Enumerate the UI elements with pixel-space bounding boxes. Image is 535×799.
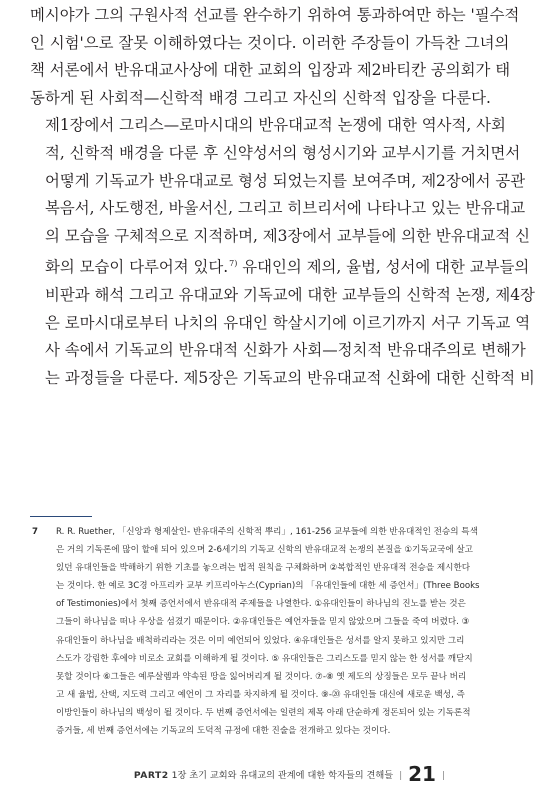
footnote-reference[interactable]: 7)	[229, 259, 238, 269]
text-line: 의 모습을 구체적으로 지적하며, 제3장에서 교부들에 의한 반유대교적 신	[45, 226, 530, 245]
main-body-text	[30, 2, 535, 392]
paragraph-1	[30, 2, 520, 112]
text-segment: 유대인의 제의, 율법, 성서에 대한 교부들의	[237, 258, 530, 277]
paragraph-2	[30, 112, 535, 392]
footnote-line: of Testimonies)에서 첫째 증언서에서 반유대적 주제들을 나열한다. ①유대인들이 하나님의 진노를 받는 것은	[56, 599, 466, 610]
footnote-line: 그들이 하나님을 떠나 우상을 섬겼기 때문이다. ②유대인들은 예언자들을 믿지 않았으며 그들을 죽여 버렸다. ③	[56, 617, 470, 628]
text-line: 사 속에서 기독교의 반유대적 신화가 사회—정치적 반유대주의로 변해가	[45, 341, 526, 360]
text-line: 제1장에서 그리스—로마시대의 반유대교적 논쟁에 대한 역사적, 사회	[45, 116, 506, 135]
footnote-line: 있던 유대인들을 박해하기 위한 기초를 놓으려는 법적 원칙을 구체화하며 ②복합적인 반유대적 전승을 제시한다	[56, 563, 471, 574]
footnote-line: 스도가 강림한 후에야 비로소 교회를 이해하게 될 것이다. ⑤ 유대인들은 그리스도를 믿지 않는 한 성서를 깨닫지	[56, 653, 473, 664]
footnote-line: 는 것이다. 한 예로 3C경 아프리카 교부 키프리아누스(Cyprian)의 「유대인들에 대한 세 증언서」(Three Books	[56, 581, 480, 592]
footnote-line: 유대인들이 하나님을 배척하리라는 것은 이미 예언되어 있었다. ④유대인들은 성서를 알지 못하고 있지만 그리	[56, 635, 465, 646]
footnote-line: 못할 것이다 ⑥그들은 예루살렘과 약속된 땅을 잃어버리게 될 것이다. ⑦-⑧ 옛 제도의 상징들은 모두 끝나 버리	[56, 671, 467, 682]
footer-end-mark: |	[441, 770, 445, 781]
text-line: 적, 신학적 배경을 다룬 후 신약성서의 형성시기와 교부시기를 거치면서	[45, 143, 521, 162]
text-line: 책 서론에서 반유대교사상에 대한 교회의 입장과 제2바티칸 공의회가 태	[30, 61, 511, 80]
text-line: 어떻게 기독교가 반유대교로 형성 되었는지를 보여주며, 제2장에서 공관	[45, 171, 526, 190]
text-line: 동하게 된 사회적—신학적 배경 그리고 자신의 신학적 입장을 다룬다.	[30, 88, 491, 107]
text-line	[30, 250, 530, 282]
footnote-line: 증거들, 세 번째 증언서에는 기독교의 도덕적 규정에 대한 진술을 전개하고 있다는 것이다.	[56, 726, 391, 737]
page-number: 21	[408, 762, 436, 786]
footer-separator: |	[399, 770, 403, 781]
footnote-divider	[30, 516, 92, 517]
footer-chapter-title: 1장 초기 교회와 유대교의 관계에 대한 학자들의 견해들	[171, 770, 394, 781]
text-line: 는 과정들을 다룬다. 제5장은 기독교의 반유대교적 신화에 대한 신학적 비	[45, 368, 535, 387]
text-line: 인 시험'으로 잘못 이해하였다는 것이다. 이러한 주장들이 가득찬 그녀의	[30, 33, 510, 52]
text-segment: 화의 모습이 다루어져 있다.	[45, 258, 229, 277]
footnote	[30, 523, 480, 740]
footnote-line: R. R. Ruether, 「신앙과 형제살인- 반유대주의 신학적 뿌리」, 161-256 교부들에 의한 반유대적인 전승의 특색	[56, 527, 478, 537]
footnote-body	[56, 523, 480, 740]
footer-part-label: PART2	[133, 770, 169, 781]
text-line: 복음서, 사도행전, 바울서신, 그리고 히브리서에 나타나고 있는 반유대교	[45, 199, 526, 218]
footnote-number: 7	[32, 527, 38, 537]
footnote-line: 은 거의 기독론에 많이 할애 되어 있으며 2-6세기의 기독교 신학의 반유대교적 논쟁의 본질을 ①기독교국에 살고	[56, 545, 473, 556]
text-line: 비판과 해석 그리고 유대교와 기독교에 대한 교부들의 신학적 논쟁, 제4장	[45, 285, 535, 304]
text-line: 은 로마시대로부터 나치의 유대인 학살시기에 이르기까지 서구 기독교 역	[45, 313, 531, 332]
text-line: 메시야가 그의 구원사적 선교를 완수하기 위하여 통과하여만 하는 '필수적	[30, 6, 520, 24]
footnote-line: 이방인들이 하나님의 백성이 될 것이다. 두 번째 증언서에는 일련의 제목 아래 단순하게 정돈되어 있는 기독론적	[56, 707, 471, 718]
footnote-line: 고 새 율법, 산택, 지도력 그리고 예언이 그 자리를 차지하게 될 것이다. ⑨-⑳ 유대인들 대신에 새로운 백성, 즉	[56, 689, 465, 700]
page-footer	[134, 762, 448, 786]
